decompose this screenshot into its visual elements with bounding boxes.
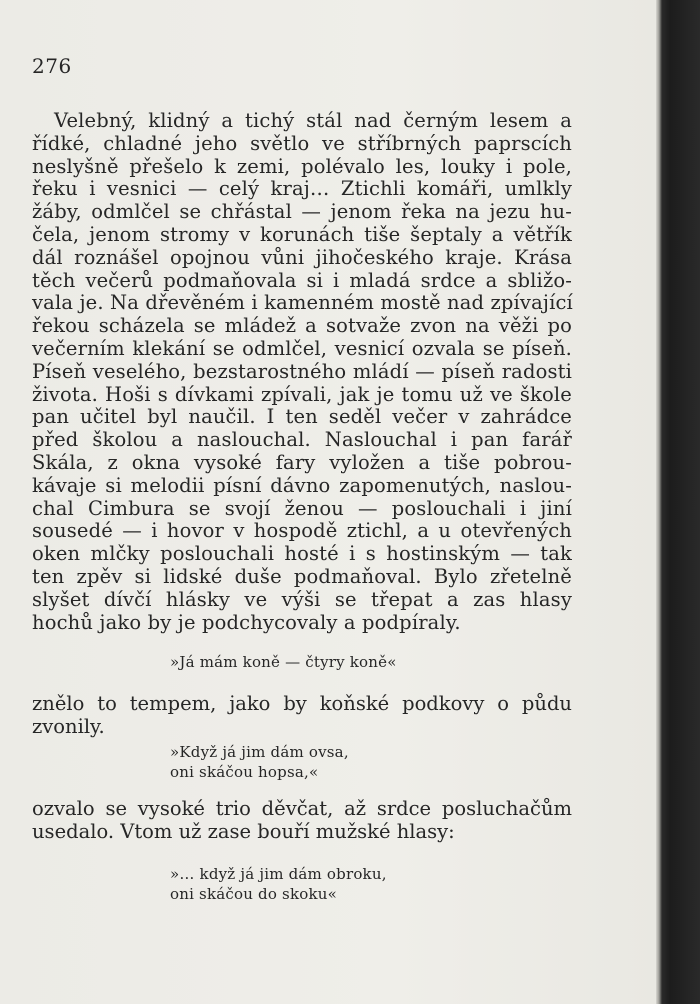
page-number: 276 xyxy=(32,54,72,78)
verse-line: »Já mám koně — čtyry koně« xyxy=(170,653,397,671)
text-line: ozvalo se vysoké trio děvčat, až srdce posluchačům xyxy=(32,797,572,820)
text-line: dál roznášel opojnou vůni jihočeského kraje. Krása xyxy=(32,245,572,269)
text-line: zvonily. xyxy=(32,714,105,738)
song-verse-3 xyxy=(170,864,387,904)
text-line: Píseň veselého, bezstarostného mládí — píseň radosti xyxy=(32,359,572,383)
text-line: chal Cimbura se svojí ženou — poslouchali i jiní xyxy=(32,496,572,520)
text-line: hochů jako by je podchycovaly a podpíraly. xyxy=(32,610,461,634)
song-verse-2 xyxy=(170,742,349,782)
text-line: usedalo. Vtom už zase bouří mužské hlasy: xyxy=(32,819,455,843)
text-line: čela, jenom stromy v korunách tiše šeptaly a větřík xyxy=(32,222,572,246)
text-line: pan učitel byl naučil. I ten seděl večer v zahrádce xyxy=(32,405,572,429)
text-line: večerním klekání se odmlčel, vesnicí ozvala se píseň. xyxy=(32,336,572,360)
text-line: žáby, odmlčel se chřástal — jenom řeka na jezu hu- xyxy=(32,200,572,224)
main-paragraph xyxy=(32,110,572,634)
paragraph-2 xyxy=(32,693,572,739)
text-line: řeku i vesnici — celý kraj… Ztichli komáři, umlkly xyxy=(32,177,572,201)
text-line: kávaje si melodii písní dávno zapomenutých, naslou- xyxy=(32,473,572,497)
text-line: Velebný, klidný a tichý stál nad černým lesem a xyxy=(54,109,572,132)
text-line: vala je. Na dřevěném i kamenném mostě nad zpívající xyxy=(32,291,573,315)
verse-line: oni skáčou do skoku« xyxy=(170,885,337,903)
text-line: znělo to tempem, jako by koňské podkovy o půdu xyxy=(32,692,572,715)
text-line: sousedé — i hovor v hospodě ztichl, a u otevřených xyxy=(32,519,572,543)
text-line: oken mlčky poslouchali hosté i s hostinským — tak xyxy=(32,542,572,566)
text-line: těch večerů podmaňovala si i mladá srdce a sbližo- xyxy=(32,268,572,292)
page-edge-shadow xyxy=(656,0,700,1004)
text-line: neslyšně přešelo k zemi, polévalo les, louky i pole, xyxy=(32,154,572,178)
verse-line: »… když já jim dám obroku, xyxy=(170,865,387,883)
verse-line: »Když já jim dám ovsa, xyxy=(170,743,349,761)
text-line: života. Hoši s dívkami zpívali, jak je tomu už ve škole xyxy=(32,382,572,406)
text-line: Skála, z okna vysoké fary vyložen a tiše pobrou- xyxy=(32,450,572,474)
text-line: řekou scházela se mládež a sotvaže zvon na věži po xyxy=(32,314,572,338)
paragraph-3 xyxy=(32,798,572,844)
text-line: slyšet dívčí hlásky ve výši se třepat a zas hlasy xyxy=(32,587,572,611)
text-line: řídké, chladné jeho světlo ve stříbrných paprscích xyxy=(32,131,572,155)
text-line: před školou a naslouchal. Naslouchal i pan farář xyxy=(32,428,572,452)
song-verse-1 xyxy=(170,652,397,672)
text-line: ten zpěv si lidské duše podmaňoval. Bylo zřetelně xyxy=(32,564,572,588)
verse-line: oni skáčou hopsa,« xyxy=(170,763,319,781)
